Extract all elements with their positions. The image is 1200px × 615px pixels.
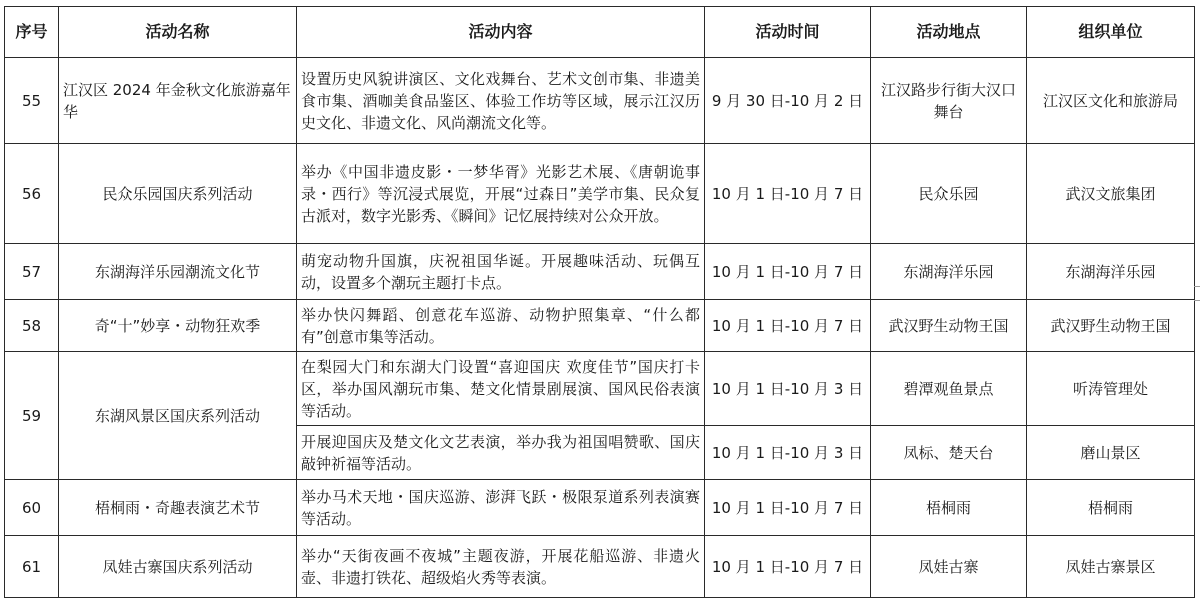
page-edge-marker (1194, 300, 1200, 301)
row-org: 武汉野生动物王国 (1027, 300, 1195, 352)
row-content: 举办马术天地・国庆巡游、澎湃飞跃・极限泵道系列表演赛等活动。 (297, 480, 705, 536)
row-name: 民众乐园国庆系列活动 (59, 144, 297, 244)
header-time: 活动时间 (705, 7, 871, 58)
row-org: 武汉文旅集团 (1027, 144, 1195, 244)
row-place: 碧潭观鱼景点 (871, 352, 1027, 426)
row-org: 梧桐雨 (1027, 480, 1195, 536)
row-content: 举办《中国非遗皮影・一梦华胥》光影艺术展、《唐朝诡事录・西行》等沉浸式展览，开展“过森日”美学市集、民众复古派对，数字光影秀、《瞬间》记忆展持续对公众开放。 (297, 144, 705, 244)
row-place: 凤标、楚天台 (871, 426, 1027, 480)
row-content: 举办快闪舞蹈、创意花车巡游、动物护照集章、“什么都有”创意市集等活动。 (297, 300, 705, 352)
table-row (5, 300, 1195, 352)
row-time: 10 月 1 日-10 月 7 日 (705, 536, 871, 598)
row-seq: 57 (5, 244, 59, 300)
row-org: 听涛管理处 (1027, 352, 1195, 426)
header-seq: 序号 (5, 7, 59, 58)
row-name: 梧桐雨・奇趣表演艺术节 (59, 480, 297, 536)
row-name: 奇“十”妙享・动物狂欢季 (59, 300, 297, 352)
row-content: 在梨园大门和东湖大门设置“喜迎国庆 欢度佳节”国庆打卡区，举办国风潮玩市集、楚文化情景剧展演、国风民俗表演等活动。 (297, 352, 705, 426)
row-time: 10 月 1 日-10 月 7 日 (705, 300, 871, 352)
row-org: 江汉区文化和旅游局 (1027, 58, 1195, 144)
row-time: 10 月 1 日-10 月 3 日 (705, 352, 871, 426)
row-name: 江汉区 2024 年金秋文化旅游嘉年华 (59, 58, 297, 144)
page-edge-marker (1194, 286, 1200, 287)
row-name: 东湖海洋乐园潮流文化节 (59, 244, 297, 300)
table-row (5, 58, 1195, 144)
row-content: 举办“天街夜画不夜城”主题夜游，开展花船巡游、非遗火壶、非遗打铁花、超级焰火秀等表演。 (297, 536, 705, 598)
table-row (5, 480, 1195, 536)
header-org: 组织单位 (1027, 7, 1195, 58)
row-org: 磨山景区 (1027, 426, 1195, 480)
table-row (5, 352, 1195, 426)
row-seq: 61 (5, 536, 59, 598)
row-org: 东湖海洋乐园 (1027, 244, 1195, 300)
row-place: 东湖海洋乐园 (871, 244, 1027, 300)
row-place: 凤娃古寨 (871, 536, 1027, 598)
row-time: 9 月 30 日-10 月 2 日 (705, 58, 871, 144)
header-content: 活动内容 (297, 7, 705, 58)
row-time: 10 月 1 日-10 月 3 日 (705, 426, 871, 480)
row-time: 10 月 1 日-10 月 7 日 (705, 480, 871, 536)
row-place: 江汉路步行街大汉口舞台 (871, 58, 1027, 144)
header-place: 活动地点 (871, 7, 1027, 58)
events-table (4, 6, 1195, 598)
row-seq: 60 (5, 480, 59, 536)
table-row (5, 144, 1195, 244)
row-seq: 55 (5, 58, 59, 144)
row-org: 凤娃古寨景区 (1027, 536, 1195, 598)
row-time: 10 月 1 日-10 月 7 日 (705, 244, 871, 300)
row-place: 武汉野生动物王国 (871, 300, 1027, 352)
row-time: 10 月 1 日-10 月 7 日 (705, 144, 871, 244)
header-name: 活动名称 (59, 7, 297, 58)
table-row (5, 244, 1195, 300)
row-name: 凤娃古寨国庆系列活动 (59, 536, 297, 598)
row-seq: 58 (5, 300, 59, 352)
row-seq: 56 (5, 144, 59, 244)
row-name: 东湖风景区国庆系列活动 (59, 352, 297, 480)
row-content: 开展迎国庆及楚文化文艺表演，举办我为祖国唱赞歌、国庆敲钟祈福等活动。 (297, 426, 705, 480)
row-content: 萌宠动物升国旗，庆祝祖国华诞。开展趣味活动、玩偶互动，设置多个潮玩主题打卡点。 (297, 244, 705, 300)
table-header-row (5, 7, 1195, 58)
row-place: 梧桐雨 (871, 480, 1027, 536)
row-place: 民众乐园 (871, 144, 1027, 244)
table-row (5, 536, 1195, 598)
row-content: 设置历史风貌讲演区、文化戏舞台、艺术文创市集、非遗美食市集、酒咖美食品鉴区、体验工作坊等区域，展示江汉历史文化、非遗文化、风尚潮流文化等。 (297, 58, 705, 144)
row-seq: 59 (5, 352, 59, 480)
